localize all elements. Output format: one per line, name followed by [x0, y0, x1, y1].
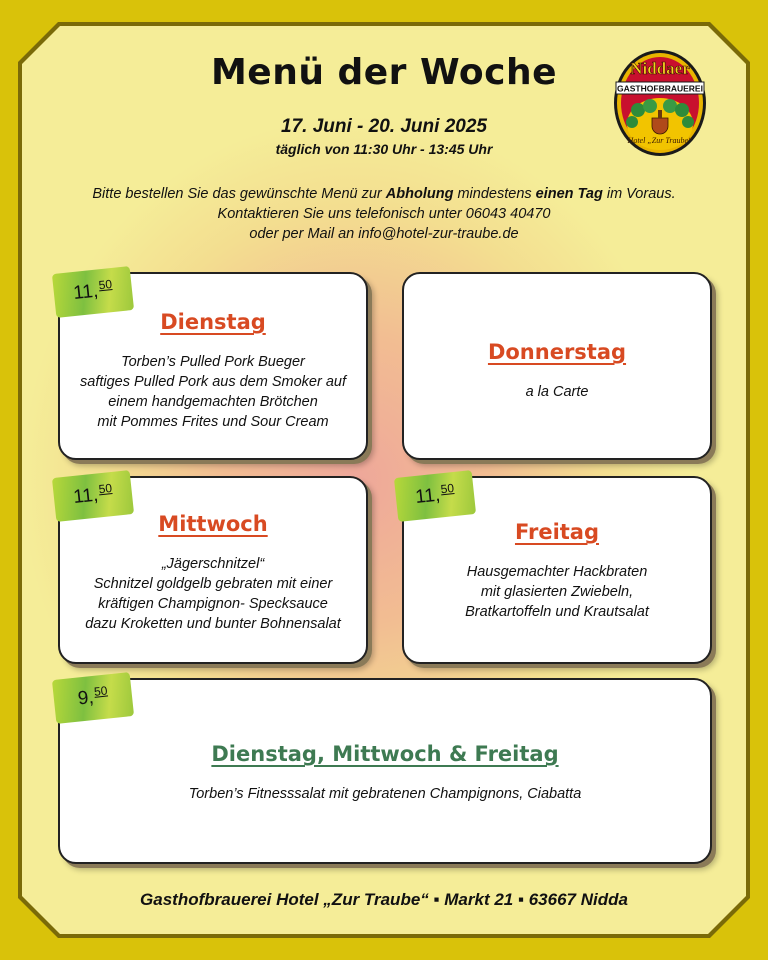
order-info — [40, 184, 728, 244]
day-title: Freitag — [514, 520, 600, 544]
menu-description: Torben’s Fitnesssalat mit gebratenen Champignons, Ciabatta — [188, 786, 582, 802]
brewery-logo — [612, 48, 708, 158]
menu-description: Torben’s Pulled Pork Bueger saftiges Pulled Pork aus dem Smoker auf einem handgemachten Brötchen mit Pommes Frites und Sour Cream — [80, 354, 346, 430]
day-title: Dienstag — [160, 310, 266, 334]
day-title: Mittwoch — [158, 512, 268, 536]
menu-description: Hausgemachter Hackbraten mit glasierten Zwiebeln, Bratkartoffeln und Krautsalat — [465, 564, 649, 620]
menu-description: a la Carte — [525, 384, 589, 400]
order-info-line-1: Bitte bestellen Sie das gewünschte Menü zur Abholung mindestens einen Tag im Voraus. — [92, 186, 676, 202]
order-info-phone: Kontaktieren Sie uns telefonisch unter 06043 40470 — [217, 206, 551, 222]
price-tag-freitag: 11, $^{50}$ — [394, 470, 476, 522]
page-title: Menü der Woche — [210, 52, 558, 93]
opening-hours: täglich von 11:30 Uhr - 13:45 Uhr — [275, 141, 493, 157]
date-range: 17. Juni - 20. Juni 2025 — [281, 116, 487, 137]
menu-description: „Jägerschnitzel“ Schnitzel goldgelb gebraten mit einer kräftigen Champignon- Specksauce dazu Kroketten und bunter Bohnensalat — [85, 556, 341, 632]
logo-brand: Niddaer — [630, 59, 690, 78]
menu-card-salat — [58, 678, 712, 864]
logo-hotel: Hotel „Zur Traube“ — [627, 136, 693, 145]
day-title: Dienstag, Mittwoch & Freitag — [211, 742, 559, 766]
price-tag-mittwoch: 11, $^{50}$ — [52, 470, 134, 522]
footer-address: Gasthofbrauerei Hotel „Zur Traube“ ▪ Markt 21 ▪ 63667 Nidda — [140, 890, 628, 909]
price-tag-salat: 9, $^{50}$ — [52, 672, 134, 724]
menu-card-donnerstag — [402, 272, 712, 460]
order-info-mail: oder per Mail an info@hotel-zur-traube.de — [249, 226, 519, 242]
price-tag-dienstag: 11, $^{50}$ — [52, 266, 134, 318]
day-title: Donnerstag — [487, 340, 627, 364]
logo-subtitle: GASTHOFBRAUEREI — [617, 83, 703, 94]
